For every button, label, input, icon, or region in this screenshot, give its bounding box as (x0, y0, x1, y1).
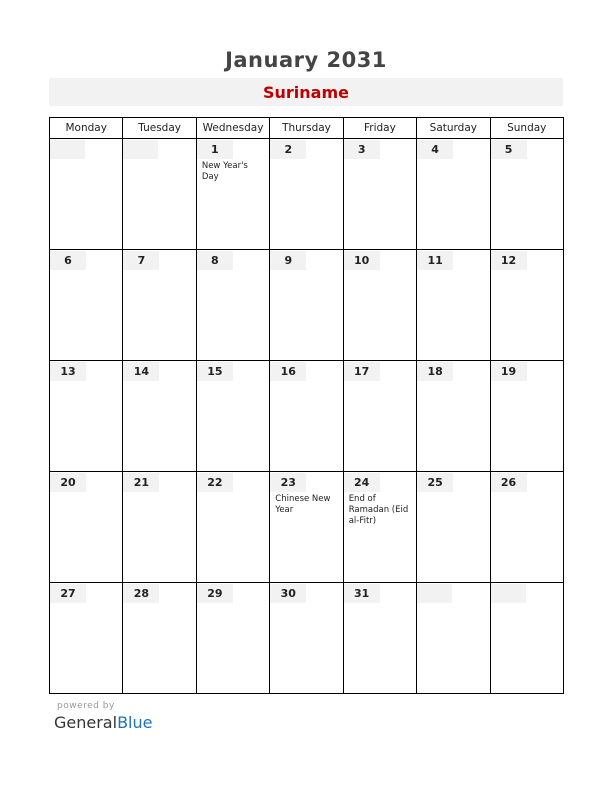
calendar-title: January 2031 (225, 48, 387, 72)
day-number: 13 (50, 362, 86, 381)
day-cell (417, 583, 490, 694)
day-number: 29 (197, 584, 233, 603)
day-cell (490, 139, 563, 250)
day-number: 8 (197, 251, 233, 270)
holiday-label: End of Ramadan (Eid al-Fitr) (348, 494, 409, 526)
day-number (491, 584, 526, 603)
day-cell (270, 139, 343, 250)
day-number: 16 (270, 362, 306, 381)
day-cell (490, 583, 563, 694)
day-cell (490, 361, 563, 472)
day-number: 20 (50, 473, 86, 492)
holiday-label: New Year's Day (201, 161, 248, 182)
day-number: 1 (197, 140, 233, 159)
day-cell (50, 250, 123, 361)
day-number: 2 (270, 140, 306, 159)
week-row (50, 361, 564, 472)
weekday-header-row (50, 118, 564, 139)
day-number: 6 (50, 251, 86, 270)
day-cell (50, 361, 123, 472)
holiday-label: Chinese New Year (275, 494, 331, 515)
day-number: 7 (123, 251, 159, 270)
day-number: 3 (344, 140, 380, 159)
day-cell (270, 361, 343, 472)
day-cell (417, 361, 490, 472)
day-number: 10 (344, 251, 380, 270)
day-number: 11 (417, 251, 453, 270)
week-row (50, 472, 564, 583)
day-number: 15 (197, 362, 233, 381)
day-cell (417, 472, 490, 583)
day-cell (196, 583, 269, 694)
day-number: 25 (417, 473, 453, 492)
day-cell (270, 250, 343, 361)
country-name: Suriname (263, 83, 349, 102)
day-cell (343, 472, 416, 583)
day-cell (343, 361, 416, 472)
day-cell (196, 472, 269, 583)
day-cell (123, 139, 196, 250)
day-number: 23 (270, 473, 306, 492)
day-number: 30 (270, 584, 306, 603)
day-number: 5 (491, 140, 527, 159)
day-number: 18 (417, 362, 453, 381)
day-number: 14 (123, 362, 159, 381)
day-number: 21 (123, 473, 159, 492)
day-number: 9 (270, 251, 306, 270)
powered-by-label: powered by (57, 701, 115, 711)
weekday-header: Wednesday (196, 118, 269, 139)
weekday-header: Tuesday (123, 118, 196, 139)
country-banner (49, 78, 563, 106)
day-cell (490, 472, 563, 583)
day-cell (343, 583, 416, 694)
day-cell (417, 250, 490, 361)
day-cell (123, 250, 196, 361)
day-number (417, 584, 452, 603)
day-number: 26 (491, 473, 527, 492)
generalblue-logo (54, 713, 152, 732)
brand-blue: Blue (117, 713, 153, 732)
day-number: 4 (417, 140, 453, 159)
day-cell (50, 139, 123, 250)
day-cell (490, 250, 563, 361)
weekday-header: Monday (50, 118, 123, 139)
day-number: 17 (344, 362, 380, 381)
week-row (50, 250, 564, 361)
day-cell (196, 139, 269, 250)
day-number: 27 (50, 584, 86, 603)
day-cell (123, 472, 196, 583)
week-row (50, 139, 564, 250)
day-cell (270, 583, 343, 694)
day-cell (270, 472, 343, 583)
week-row (50, 583, 564, 694)
day-number (50, 140, 85, 159)
day-cell (123, 583, 196, 694)
day-cell (196, 361, 269, 472)
brand-general: General (54, 713, 118, 732)
day-number: 28 (123, 584, 159, 603)
day-number: 22 (197, 473, 233, 492)
weekday-header: Thursday (270, 118, 343, 139)
day-cell (123, 361, 196, 472)
day-cell (417, 139, 490, 250)
day-cell (196, 250, 269, 361)
day-cell (50, 472, 123, 583)
day-number: 24 (344, 473, 380, 492)
day-number: 19 (491, 362, 527, 381)
weekday-header: Saturday (417, 118, 490, 139)
day-cell (50, 583, 123, 694)
calendar-grid (49, 117, 564, 694)
day-cell (343, 250, 416, 361)
day-number: 31 (344, 584, 380, 603)
weekday-header: Friday (343, 118, 416, 139)
weekday-header: Sunday (490, 118, 563, 139)
day-number: 12 (491, 251, 527, 270)
day-cell (343, 139, 416, 250)
day-number (123, 140, 158, 159)
